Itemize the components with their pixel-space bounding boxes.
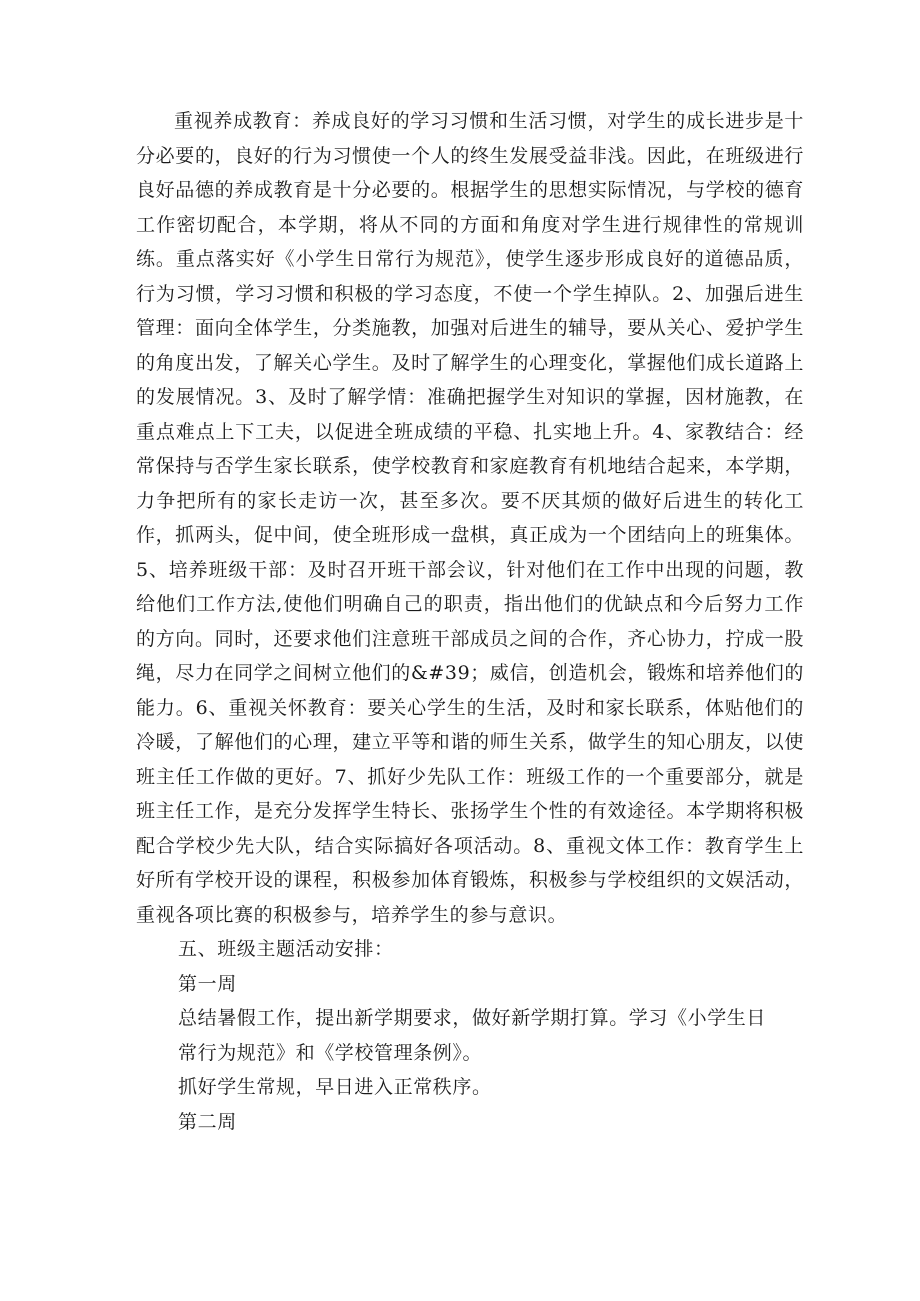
week-1-label: 第一周 bbox=[178, 972, 237, 995]
section-heading: 五、班级主题活动安排： bbox=[178, 938, 394, 960]
week-2-label: 第二周 bbox=[178, 1110, 237, 1133]
week-1-plan: 总结暑假工作，提出新学期要求，做好新学期打算。学习《小学生日常行为规范》和《学校管理条例》。 bbox=[178, 1007, 767, 1064]
main-paragraph: 重视养成教育：养成良好的学习习惯和生活习惯，对学生的成长进步是十分必要的，良好的行为习惯使一个人的终生发展受益非浅。因此，在班级进行良好品德的养成教育是十分必要的。根据学生的思想实际情况，与学校的德育工作密切配合，本学期，将从不同的方面和角度对学生进行规律性的常规训练。重点落实好《小学生日常行为规范》，使学生逐步形成良好的道德品质，行为习惯，学习习惯和积极的学习态度，不使一个学生掉队。2、加强后进生管理：面向全体学生，分类施教，加强对后进生的辅导，要从关心、爱护学生的角度出发，了解关心学生。及时了解学生的心理变化，掌握他们成长道路上的发展情况。3、及时了解学情：准确把握学生对知识的掌握，因材施教，在重点难点上下工夫，以促进全班成绩的平稳、扎实地上升。4、家教结合：经常保持与否学生家长联系，使学校教育和家庭教育有机地结合起来，本学期，力争把所有的家长走访一次，甚至多次。要不厌其烦的做好后进生的转化工作，抓两头，促中间，使全班形成一盘棋，真正成为一个团结向上的班集体。5、培养班级干部：及时召开班干部会议，针对他们在工作中出现的问题，教给他们工作方法,使他们明确自己的职责，指出他们的优缺点和今后努力工作的方向。同时，还要求他们注意班干部成员之间的合作，齐心协力，拧成一股绳，尽力在同学之间树立他们的&#39；威信，创造机会，锻炼和培养他们的能力。6、重视关怀教育：要关心学生的生活，及时和家长联系，体贴他们的冷暖，了解他们的心理，建立平等和谐的师生关系，做学生的知心朋友，以使班主任工作做的更好。7、抓好少先队工作：班级工作的一个重要部分，就是班主任工作，是充分发挥学生特长、张扬学生个性的有效途径。本学期将积极配合学校少先大队，结合实际搞好各项活动。8、重视文体工作：教育学生上好所有学校开设的课程，积极参加体育锻炼，积极参与学校组织的文娱活动，重视各项比赛的积极参与，培养学生的参与意识。 bbox=[136, 110, 804, 926]
document-body bbox=[136, 104, 804, 1139]
week-1-routine: 抓好学生常规，早日进入正常秩序。 bbox=[178, 1076, 492, 1098]
